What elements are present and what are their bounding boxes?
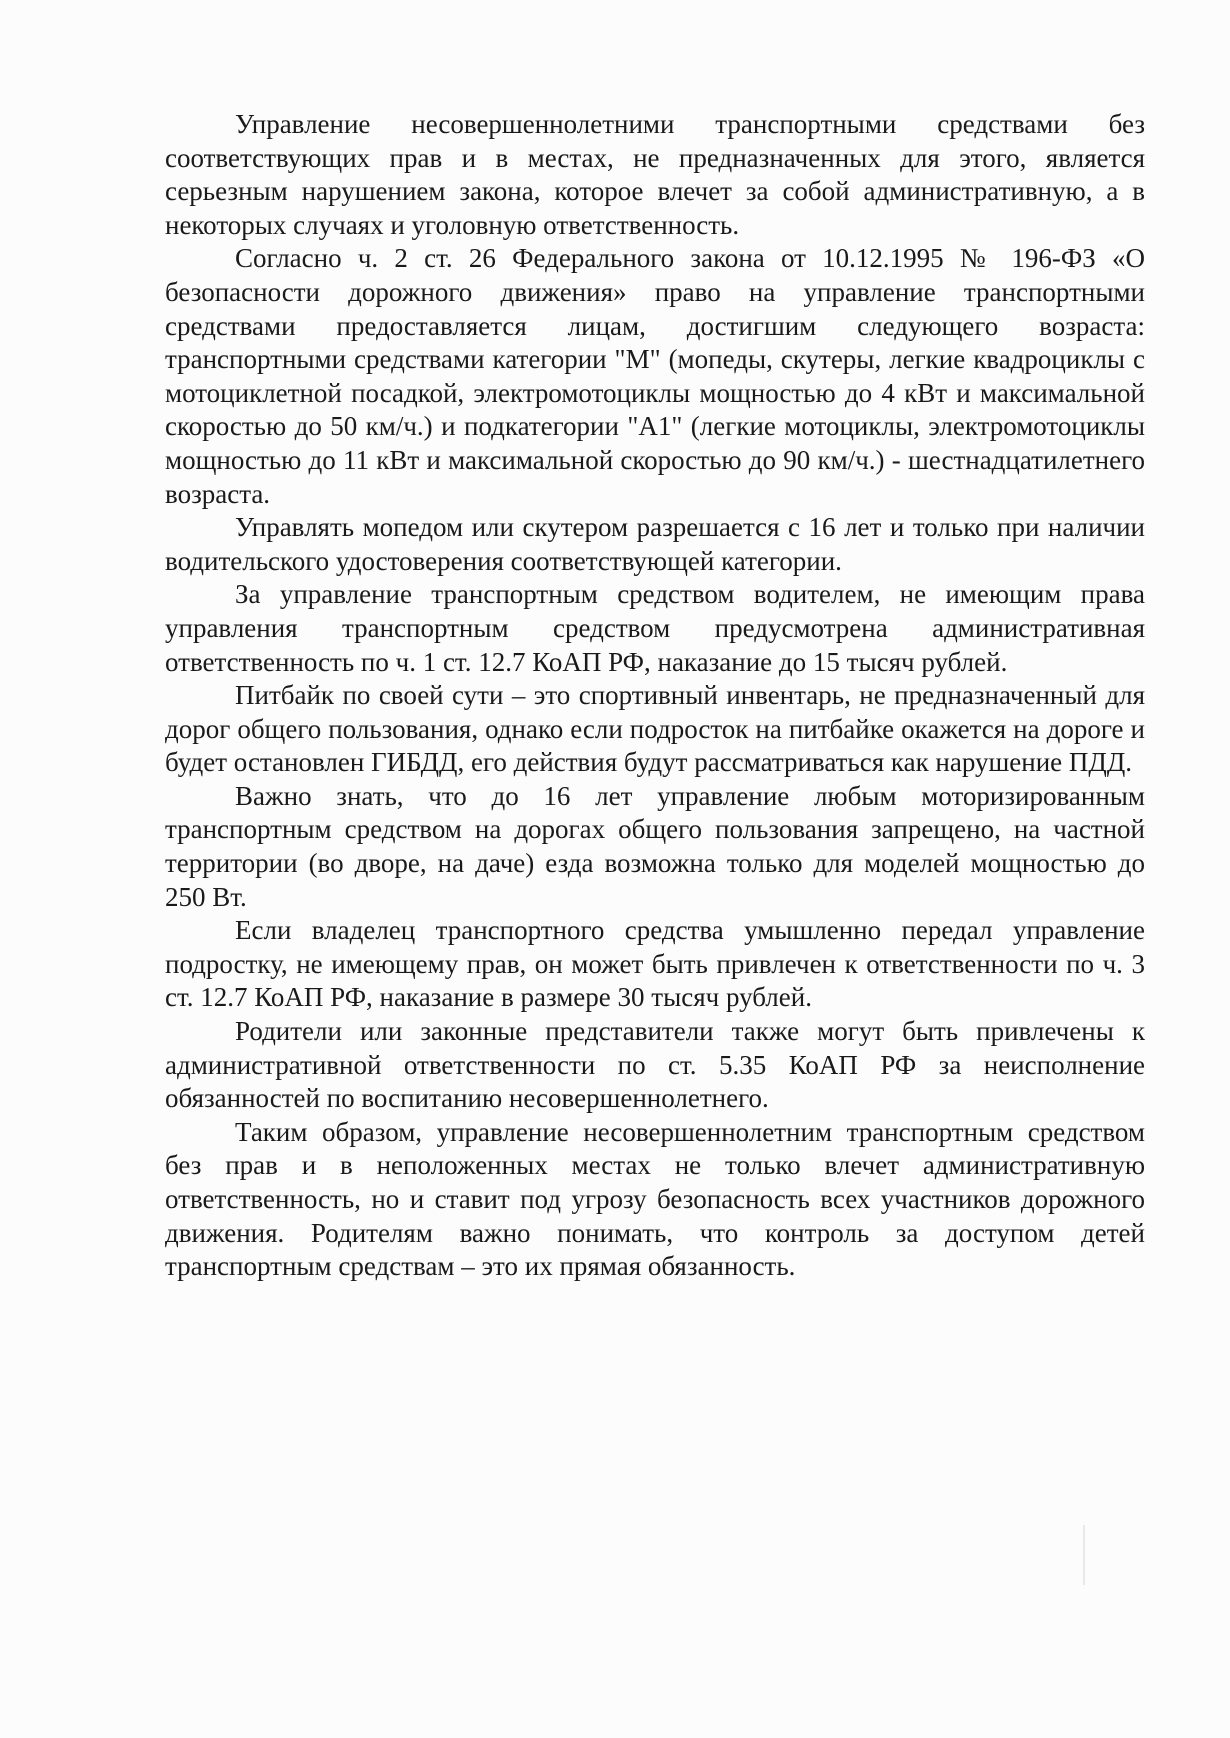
scan-artifact-line (1083, 1525, 1085, 1585)
paragraph-7: Если владелец транспортного средства умышленно передал управление подростку, не имеющему прав, он может быть привлечен к ответственности по ч. 3 ст. 12.7 КоАП РФ, наказание в размере 30 тысяч рублей. (165, 915, 1145, 1013)
document-body (165, 108, 1145, 1284)
paragraph-4: За управление транспортным средством водителем, не имеющим права управления транспортным средством предусмотрена административная ответственность по ч. 1 ст. 12.7 КоАП РФ, наказание до 15 тысяч рублей. (165, 579, 1145, 677)
paragraph-8: Родители или законные представители также могут быть привлечены к административной ответственности по ст. 5.35 КоАП РФ за неисполнение обязанностей по воспитанию несовершеннолетнего. (165, 1016, 1145, 1114)
paragraph-2: Согласно ч. 2 ст. 26 Федерального закона от 10.12.1995 № 196-ФЗ «О безопасности дорожного движения» право на управление транспортными средствами предоставляется лицам, достигшим следующего возраста: транспортными средствами категории "M" (мопеды, скутеры, легкие квадроциклы с мотоциклетной посадкой, электромотоциклы мощностью до 4 кВт и максимальной скоростью до 50 км/ч.) и подкатегории "A1" (легкие мотоциклы, электромотоциклы мощностью до 11 кВт и максимальной скоростью до 90 км/ч.) - шестнадцатилетнего возраста. (165, 243, 1145, 509)
paragraph-5: Питбайк по своей сути – это спортивный инвентарь, не предназначенный для дорог общего пользования, однако если подросток на питбайке окажется на дороге и будет остановлен ГИБДД, его действия будут рассматриваться как нарушение ПДД. (165, 680, 1145, 778)
paragraph-6: Важно знать, что до 16 лет управление любым моторизированным транспортным средством на дорогах общего пользования запрещено, на частной территории (во дворе, на даче) езда возможна только для моделей мощностью до 250 Вт. (165, 780, 1145, 912)
paragraph-9: Таким образом, управление несовершеннолетним транспортным средством без прав и в неположенных местах не только влечет административную ответственность, но и ставит под угрозу безопасность всех участников дорожного движения. Родителям важно понимать, что контроль за доступом детей транспортным средствам – это их прямая обязанность. (165, 1116, 1145, 1282)
paragraph-1: Управление несовершеннолетними транспортными средствами без соответствующих прав и в местах, не предназначенных для этого, является серьезным нарушением закона, которое влечет за собой административную, а в некоторых случаях и уголовную ответственность. (165, 109, 1145, 240)
paragraph-3: Управлять мопедом или скутером разрешается с 16 лет и только при наличии водительского удостоверения соответствующей категории. (165, 512, 1145, 576)
